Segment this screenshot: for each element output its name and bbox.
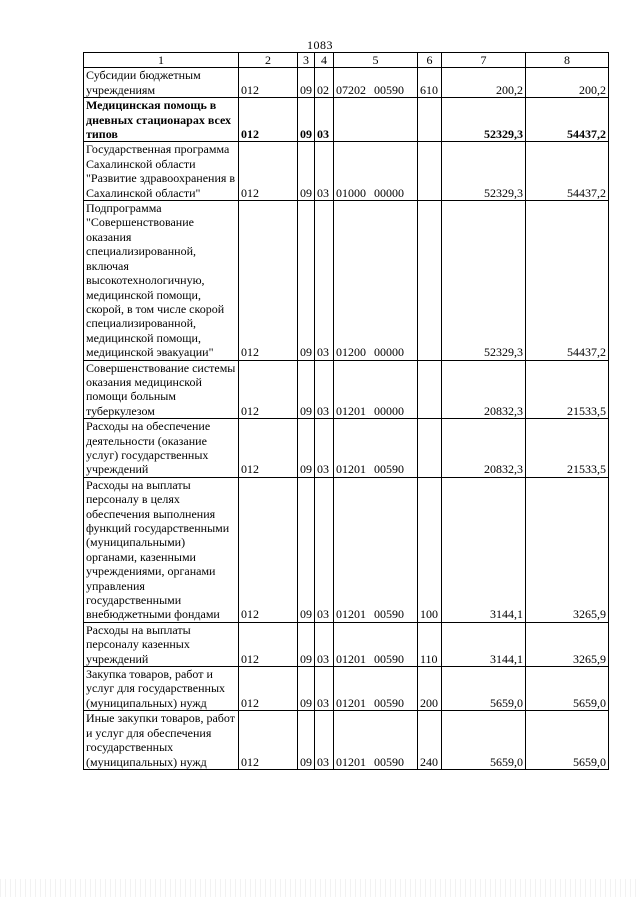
expense-type-cell: 610 xyxy=(418,68,442,98)
subsection-code-cell: 03 xyxy=(315,98,334,142)
target-article-cell xyxy=(334,98,418,142)
subsection-code-cell: 03 xyxy=(315,711,334,770)
expense-type-cell xyxy=(418,419,442,478)
expense-type-cell xyxy=(418,201,442,360)
target-article-cell xyxy=(334,419,418,478)
column-header: 1 xyxy=(84,53,239,68)
subsection-code-cell: 03 xyxy=(315,667,334,711)
table-row xyxy=(84,201,609,360)
target-code-part2: 00000 xyxy=(374,345,404,360)
section-code-cell: 09 xyxy=(298,622,315,666)
table-row xyxy=(84,68,609,98)
column-header: 3 xyxy=(298,53,315,68)
table-row xyxy=(84,477,609,622)
target-code-part2: 00000 xyxy=(374,185,404,200)
ministry-code-cell: 012 xyxy=(239,360,298,419)
target-article-cell xyxy=(334,667,418,711)
column-header: 4 xyxy=(315,53,334,68)
scan-noise xyxy=(0,879,640,897)
target-code-part2: 00590 xyxy=(374,695,404,710)
section-code-cell: 09 xyxy=(298,68,315,98)
table-row xyxy=(84,360,609,419)
target-code-part2: 00590 xyxy=(374,82,404,97)
ministry-code-cell: 012 xyxy=(239,622,298,666)
row-name-cell: Совершенствование системы оказания медицинской помощи больным туберкулезом xyxy=(84,360,239,419)
table-row xyxy=(84,667,609,711)
target-code-part2: 00590 xyxy=(374,754,404,769)
amount-year2-cell: 21533,5 xyxy=(526,360,609,419)
row-name-cell: Подпрограмма "Совершенствование оказания специализированной, включая высокотехнологичную, медицинской помощи, скорой, в том числе скорой специализированной, медицинской помощи, медицинской эвакуации" xyxy=(84,201,239,360)
expense-type-cell xyxy=(418,360,442,419)
ministry-code-cell: 012 xyxy=(239,142,298,201)
section-code-cell: 09 xyxy=(298,360,315,419)
amount-year1-cell: 52329,3 xyxy=(442,201,526,360)
table-row xyxy=(84,98,609,142)
amount-year1-cell: 3144,1 xyxy=(442,477,526,622)
row-name-cell: Медицинская помощь в дневных стационарах всех типов xyxy=(84,98,239,142)
amount-year1-cell: 200,2 xyxy=(442,68,526,98)
row-name-cell: Закупка товаров, работ и услуг для государственных (муниципальных) нужд xyxy=(84,667,239,711)
ministry-code-cell: 012 xyxy=(239,667,298,711)
row-name-cell: Расходы на обеспечение деятельности (оказание услуг) государственных учреждений xyxy=(84,419,239,478)
target-code-part2: 00590 xyxy=(374,651,404,666)
target-code-part2: 00590 xyxy=(374,607,404,622)
amount-year1-cell: 5659,0 xyxy=(442,711,526,770)
amount-year1-cell: 3144,1 xyxy=(442,622,526,666)
amount-year2-cell: 21533,5 xyxy=(526,419,609,478)
table-row xyxy=(84,142,609,201)
row-name-cell: Расходы на выплаты персоналу в целях обеспечения выполнения функций государственными (муниципальными) органами, казенными учреждениями, органами управления государственными внебюджетными фондами xyxy=(84,477,239,622)
subsection-code-cell: 03 xyxy=(315,201,334,360)
budget-table xyxy=(83,52,609,770)
expense-type-cell xyxy=(418,142,442,201)
section-code-cell: 09 xyxy=(298,201,315,360)
column-header: 7 xyxy=(442,53,526,68)
target-code-part1: 01201 xyxy=(336,754,366,769)
amount-year1-cell: 5659,0 xyxy=(442,667,526,711)
column-header: 5 xyxy=(334,53,418,68)
row-name-cell: Расходы на выплаты персоналу казенных учреждений xyxy=(84,622,239,666)
expense-type-cell: 110 xyxy=(418,622,442,666)
section-code-cell: 09 xyxy=(298,711,315,770)
subsection-code-cell: 03 xyxy=(315,360,334,419)
target-code-part1: 07202 xyxy=(336,82,366,97)
ministry-code-cell: 012 xyxy=(239,711,298,770)
column-header: 6 xyxy=(418,53,442,68)
amount-year1-cell: 52329,3 xyxy=(442,98,526,142)
amount-year2-cell: 54437,2 xyxy=(526,142,609,201)
ministry-code-cell: 012 xyxy=(239,477,298,622)
expense-type-cell: 240 xyxy=(418,711,442,770)
expense-type-cell: 200 xyxy=(418,667,442,711)
ministry-code-cell: 012 xyxy=(239,68,298,98)
row-name-cell: Иные закупки товаров, работ и услуг для обеспечения государственных (муниципальных) нужд xyxy=(84,711,239,770)
row-name-cell: Субсидии бюджетным учреждениям xyxy=(84,68,239,98)
subsection-code-cell: 03 xyxy=(315,419,334,478)
amount-year2-cell: 200,2 xyxy=(526,68,609,98)
amount-year2-cell: 5659,0 xyxy=(526,667,609,711)
target-article-cell xyxy=(334,360,418,419)
target-article-cell xyxy=(334,142,418,201)
table-header-row xyxy=(84,53,609,68)
target-article-cell xyxy=(334,68,418,98)
ministry-code-cell: 012 xyxy=(239,419,298,478)
target-article-cell xyxy=(334,711,418,770)
amount-year2-cell: 3265,9 xyxy=(526,622,609,666)
ministry-code-cell: 012 xyxy=(239,201,298,360)
table-row xyxy=(84,622,609,666)
section-code-cell: 09 xyxy=(298,667,315,711)
expense-type-cell: 100 xyxy=(418,477,442,622)
subsection-code-cell: 03 xyxy=(315,477,334,622)
column-header: 8 xyxy=(526,53,609,68)
amount-year2-cell: 54437,2 xyxy=(526,98,609,142)
target-code-part2: 00000 xyxy=(374,403,404,418)
amount-year1-cell: 52329,3 xyxy=(442,142,526,201)
target-code-part1: 01201 xyxy=(336,695,366,710)
target-article-cell xyxy=(334,622,418,666)
section-code-cell: 09 xyxy=(298,142,315,201)
target-article-cell xyxy=(334,477,418,622)
amount-year2-cell: 5659,0 xyxy=(526,711,609,770)
target-code-part1: 01201 xyxy=(336,462,366,477)
section-code-cell: 09 xyxy=(298,419,315,478)
page-number: 1083 xyxy=(307,38,333,52)
table-row xyxy=(84,419,609,478)
column-header: 2 xyxy=(239,53,298,68)
target-code-part1: 01200 xyxy=(336,345,366,360)
subsection-code-cell: 03 xyxy=(315,142,334,201)
amount-year1-cell: 20832,3 xyxy=(442,419,526,478)
subsection-code-cell: 02 xyxy=(315,68,334,98)
table-row xyxy=(84,711,609,770)
subsection-code-cell: 03 xyxy=(315,622,334,666)
target-code-part2: 00590 xyxy=(374,462,404,477)
target-code-part1: 01000 xyxy=(336,185,366,200)
expense-type-cell xyxy=(418,98,442,142)
target-article-cell xyxy=(334,201,418,360)
section-code-cell: 09 xyxy=(298,477,315,622)
amount-year2-cell: 3265,9 xyxy=(526,477,609,622)
target-code-part1: 01201 xyxy=(336,403,366,418)
amount-year1-cell: 20832,3 xyxy=(442,360,526,419)
section-code-cell: 09 xyxy=(298,98,315,142)
target-code-part1: 01201 xyxy=(336,607,366,622)
row-name-cell: Государственная программа Сахалинской области "Развитие здравоохранения в Сахалинской области" xyxy=(84,142,239,201)
ministry-code-cell: 012 xyxy=(239,98,298,142)
amount-year2-cell: 54437,2 xyxy=(526,201,609,360)
target-code-part1: 01201 xyxy=(336,651,366,666)
